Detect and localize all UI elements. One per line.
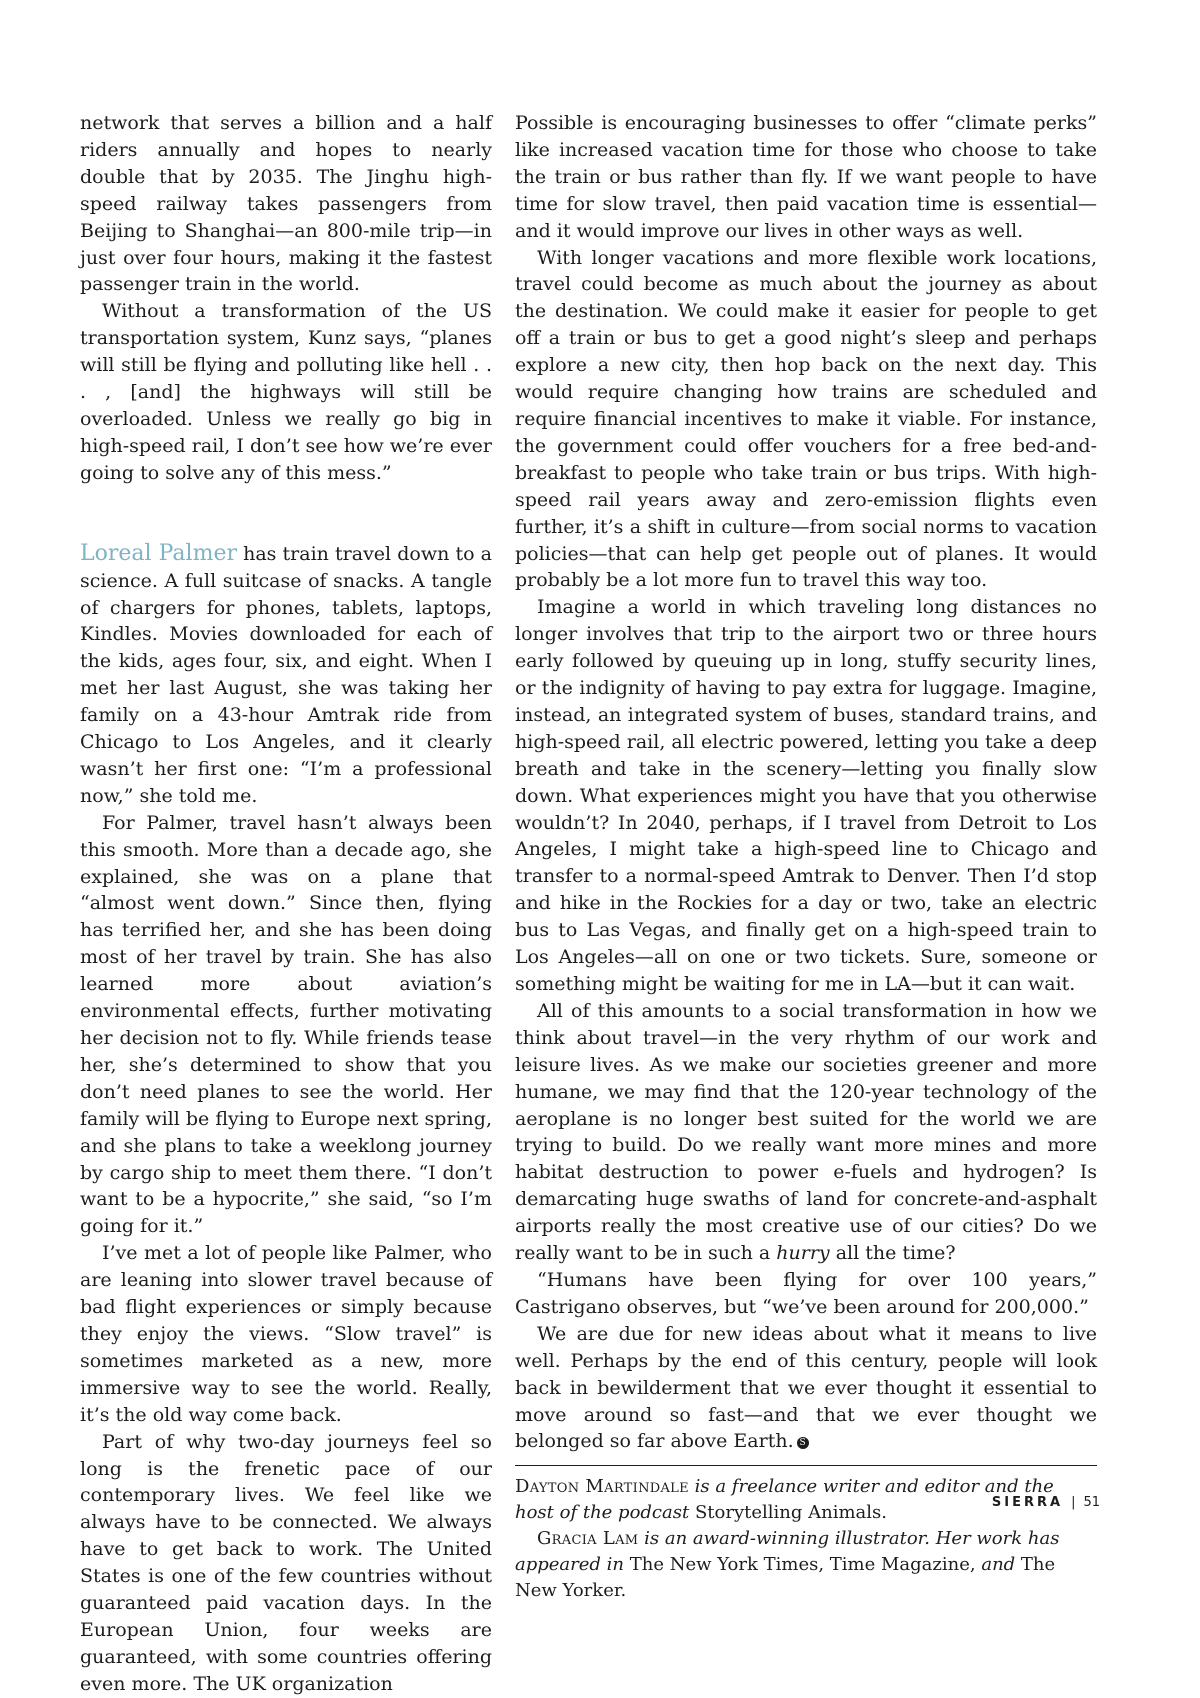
- illustrator-bio: [515, 1526, 1075, 1604]
- paragraph: “Humans have been flying for over 100 years,” Castrigano observes, but “we’ve been around for 200,000.”: [515, 1268, 1097, 1318]
- emphasis: hurry: [776, 1242, 830, 1265]
- conjunction: and: [975, 1554, 1021, 1576]
- end-mark-icon: S: [797, 1437, 809, 1449]
- paragraph: Part of why two-day journeys feel so long is the frenetic pace of our contemporary lives. We feel like we always have to be connected. We always have to get back to work. The United States is one of the few countries without guaranteed paid vacation days. In the European Union, four weeks are guaranteed, with some countries offering even more. The UK organization: [80, 1430, 492, 1695]
- paragraph: Imagine a world in which traveling long distances no longer involves that trip to the airport two or three hours early followed by queuing up in long, stuffy security lines, or the indignity of having to pay extra for luggage. Imagine, instead, an integrated system of buses, standard trains, and high-speed rail, all electric powered, letting you take a deep breath and take in the scenery—letting you finally slow down. What experiences might you have that you otherwise wouldn’t? In 2040, perhaps, if I travel from Detroit to Los Angeles, I might take a high-speed line to Chicago and transfer to a normal-speed Amtrak to Denver. Then I’d stop and hike in the Rockies for a day or two, take an electric bus to Las Vegas, and finally get on a high-speed train to Los Angeles—all on one or two tickets. Sure, someone or something might be waiting for me in LA—but it can wait.: [515, 596, 1097, 995]
- illustrator-name: Gracia Lam: [537, 1528, 639, 1550]
- folio: [992, 1495, 1100, 1510]
- page-number: 51: [1083, 1495, 1100, 1510]
- contributor-bios: [515, 1474, 1075, 1604]
- magazine-name: SIERRA: [991, 1495, 1064, 1510]
- divider: [515, 1465, 1097, 1466]
- lead-name: Loreal Palmer: [80, 540, 237, 566]
- podcast-name: Storytelling Animals.: [694, 1502, 887, 1524]
- folio-separator: |: [1071, 1495, 1076, 1510]
- paragraph-text: has train travel down to a science. A full suitcase of snacks. A tangle of chargers for phones, tablets, laptops, Kindles. Movies downloaded for each of the kids, ages four, six, and eight. When I met her last August, she was taking her family on a 43-hour Amtrak ride from Chicago to Los Angeles, and it clearly wasn’t her first one: “I’m a professional now,” she told me.: [80, 542, 492, 807]
- paragraph-text: All of this amounts to a social transformation in how we think about travel—in the very rhythm of our work and leisure lives. As we make our societies greener and more humane, we may find that the 120-year technology of the aeroplane is no longer best suited for the world we are trying to build. Do we really want more mines and more habitat destruction to power e-fuels and hydrogen? Is demarcating huge swaths of land for concrete-and-asphalt airports really the most creative use of our cities? Do we really want to be in such a: [515, 999, 1097, 1265]
- author-name: Dayton Martindale: [515, 1476, 689, 1498]
- illustrator-desc: is an award-winning illustrator. Her work has appeared in: [515, 1528, 1060, 1576]
- paragraph: Without a transformation of the US transportation system, Kunz says, “planes will still be flying and polluting like hell . . . , [and] the highways will still be overloaded. Unless we really go big in high-speed rail, I don’t see how we’re ever going to solve any of this mess.”: [80, 300, 492, 484]
- paragraph: With longer vacations and more flexible work locations, travel could become as much about the journey as about the destination. We could make it easier for people to get off a train or bus to get a good night’s sleep and perhaps explore a new city, then hop back on the next day. This would require changing how trains are scheduled and require financial incentives to make it viable. For instance, the government could offer vouchers for a free bed-and-breakfast to people who take train or bus trips. With high-speed rail years away and zero-emission flights even further, it’s a shift in culture—from social norms to vacation policies—that can help get people out of planes. It would probably be a lot more fun to travel this way too.: [515, 246, 1097, 592]
- section-lead-paragraph: [80, 541, 492, 810]
- left-column: [80, 110, 492, 1698]
- paragraph: [515, 998, 1097, 1267]
- paragraph: For Palmer, travel hasn’t always been this smooth. More than a decade ago, she explained, she was on a plane that “almost went down.” Since then, flying has terrified her, and she has been doing most of her travel by train. She has also learned more about aviation’s environmental effects, further motivating her decision not to fly. While friends tease her, she’s determined to show that you don’t need planes to see the world. Her family will be flying to Europe next spring, and she plans to take a weeklong journey by cargo ship to meet them there. “I don’t want to be a hypocrite,” she said, “so I’m going for it.”: [80, 811, 492, 1238]
- publication: The New Yorker.: [515, 1554, 1056, 1602]
- paragraph-text: all the time?: [829, 1242, 956, 1265]
- paragraph-text: We are due for new ideas about what it means to live well. Perhaps by the end of this century, people will look back in bewilderment that we ever thought it essential to move around so fast—and that we ever thought we belonged so far above Earth.: [515, 1322, 1097, 1453]
- publication-list: The New York Times, Time Magazine,: [629, 1554, 976, 1576]
- right-column: [515, 110, 1097, 1604]
- paragraph: Possible is encouraging businesses to offer “climate perks” like increased vacation time for those who choose to take the train or bus rather than fly. If we want people to have time for slow travel, then paid vacation time is essential—and it would improve our lives in other ways as well.: [515, 112, 1097, 242]
- paragraph: [515, 1321, 1097, 1456]
- paragraph: I’ve met a lot of people like Palmer, who are leaning into slower travel because of bad flight experiences or simply because they enjoy the views. “Slow travel” is sometimes marketed as a new, more immersive way to see the world. Really, it’s the old way come back.: [80, 1242, 492, 1426]
- author-desc: is a freelance writer and editor and the host of the podcast: [515, 1476, 1054, 1524]
- paragraph: network that serves a billion and a half riders annually and hopes to nearly double that by 2035. The Jinghu high-speed railway takes passengers from Beijing to Shanghai—an 800-mile trip—in just over four hours, making it the fastest passenger train in the world.: [80, 112, 492, 296]
